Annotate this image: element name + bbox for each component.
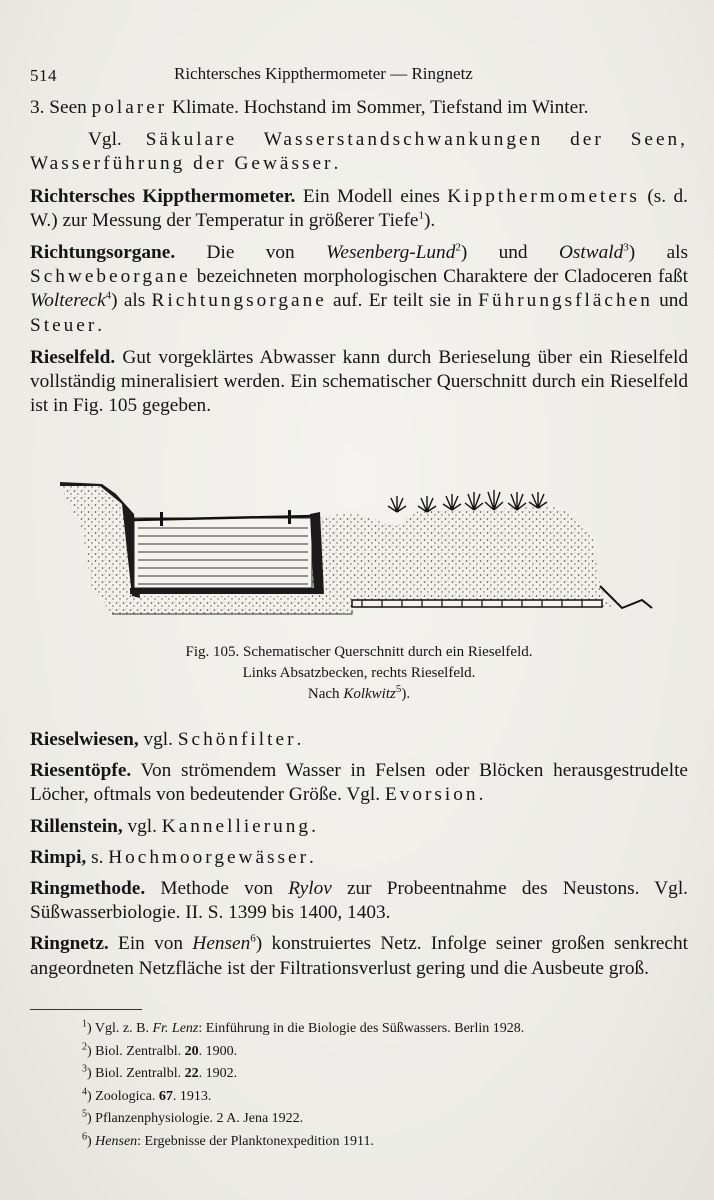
footnote-ref: 2 — [455, 241, 461, 254]
footnote-item: $^1$) Vgl. z. B. Fr. Lenz: Einführung in die Biologie des Süßwassers. Berlin 1928. — [82, 1018, 525, 1036]
footnote-ref: 1 — [418, 209, 424, 222]
entry-richtungsorgane: Richtungsorgane. Die von Wesenberg-Lund$^2$) und Ostwald$^3$) als Schwebeorgane bezeichneten morphologischen Charaktere der Cladoceren faßt Woltereck$^4$) als Richtungsorgane auf. Er teilt sie in Führungsflächen und Steuer. — [30, 241, 688, 336]
page-number: 514 — [30, 66, 57, 85]
headword: Richtersches Kippthermometer. — [30, 185, 296, 207]
figure-caption: Fig. 105. Schematischer Querschnitt durch ein Rieselfeld. Links Absatzbecken, rechts Rieselfeld. Nach Kolkwitz$^5$). — [185, 644, 533, 702]
headword: Richtungsorgane. — [30, 242, 176, 264]
entry-seen-continuation: 3. Seen polarer Klimate. Hochstand im Sommer, Tiefstand im Winter. — [30, 97, 589, 118]
headword: Ringmethode. — [30, 878, 146, 900]
entry-rieselfeld: Rieselfeld. Gut vorgeklärtes Abwasser kann durch Berieselung über ein Rieselfeld vollständig mineralisiert werden. Ein schematischer Querschnitt durch ein Rieselfeld ist in Fig. 105 gegeben. — [30, 346, 688, 417]
headword: Rillenstein, — [30, 815, 123, 837]
footnote-item: $^6$) Hensen: Ergebnisse der Planktonexpedition 1911. — [82, 1130, 374, 1149]
headword: Rieselwiesen, — [30, 729, 139, 750]
entry-riesentoepfe: Riesentöpfe. Von strömendem Wasser in Felsen oder Blöcken herausgestrudelte Löcher, oftmals von bedeutender Größe. Vgl. Evorsion. — [30, 760, 688, 806]
headword: Rieselfeld. — [30, 346, 116, 368]
headword: Rimpi, — [30, 846, 87, 868]
footnote-item: $^3$) Biol. Zentralbl. 22. 1902. — [82, 1063, 238, 1081]
entry-ringnetz: Ringnetz. Ein von Hensen$^6$) konstruiertes Netz. Infolge seiner großen senkrecht angeordneten Netzfläche ist der Filtrationsverlust gering und die Ausbeute groß. — [30, 933, 688, 979]
footnote-item: $^5$) Pflanzenphysiologie. 2 A. Jena 1922. — [82, 1108, 304, 1126]
entry-rimpi: Rimpi, s. Hochmoorgewässer. — [30, 846, 314, 868]
main-text-lower — [30, 728, 688, 988]
drainage-pipe — [352, 600, 602, 607]
footnote-ref: 4 — [105, 290, 112, 302]
footnote-rule — [30, 1009, 142, 1010]
basin-bottom — [130, 588, 320, 594]
entry-seen-crossref: Vgl. Säkulare Wasserstandschwankungen der Seen, Wasserführung der Gewässer. — [30, 129, 688, 175]
footnote-item: $^4$) Zoologica. 67. 1913. — [82, 1085, 212, 1104]
footnote-ref: 3 — [623, 241, 629, 254]
entry-ringmethode: Ringmethode. Methode von Rylov zur Probeentnahme des Neustons. Vgl. Süßwasserbiologie. II. S. 1399 bis 1400, 1403. — [30, 878, 688, 924]
entry-rieselwiesen: Rieselwiesen, vgl. Schönfilter. — [30, 729, 302, 750]
headword: Ringnetz. — [30, 933, 109, 955]
rieselfeld-diagram — [52, 468, 662, 618]
footnotes — [82, 1018, 702, 1153]
footnote-item: $^2$) Biol. Zentralbl. 20. 1900. — [82, 1040, 238, 1059]
figure-rieselfeld-cross-section — [52, 468, 662, 618]
entry-kippthermometer: Richtersches Kippthermometer. Ein Modell eines Kippthermometers (s. d. W.) zur Messung der Temperatur in größerer Tiefe$^1$). — [30, 185, 688, 231]
entry-rillenstein: Rillenstein, vgl. Kannellierung. — [30, 815, 316, 837]
page-header — [30, 62, 690, 88]
running-title: Richtersches Kippthermometer — Ringnetz — [174, 64, 473, 83]
headword: Riesentöpfe. — [30, 760, 132, 782]
main-text-upper — [30, 96, 688, 426]
footnote-ref: 6 — [250, 933, 256, 945]
